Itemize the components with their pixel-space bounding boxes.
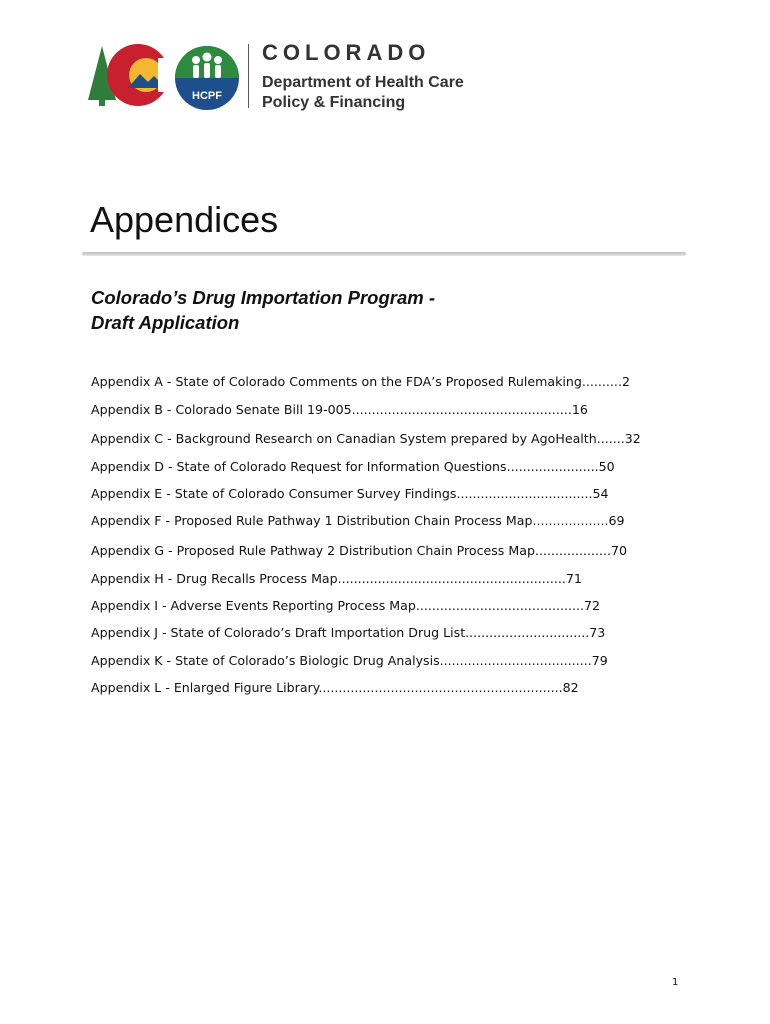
department-line1: Department of Health Care [262,74,464,91]
brand-name: COLORADO [262,40,431,65]
toc-entry-c[interactable]: Appendix C - Background Research on Canadian System prepared by AgoHealth.......32 [91,431,641,446]
page-number: 1 [672,977,679,988]
toc-entry-i[interactable]: Appendix I - Adverse Events Reporting Process Map..........................................72 [91,598,601,613]
department-line2: Policy & Financing [262,94,406,111]
subtitle-line1: Colorado’s Drug Importation Program - [91,287,435,308]
toc-entry-k[interactable]: Appendix K - State of Colorado’s Biologic Drug Analysis......................................79 [91,653,608,668]
toc-entry-d[interactable]: Appendix D - State of Colorado Request for Information Questions.......................50 [91,459,615,474]
department-name [262,73,464,113]
document-subtitle [91,285,435,335]
page-title: Appendices [90,199,279,240]
toc-entry-e[interactable]: Appendix E - State of Colorado Consumer Survey Findings..................................54 [91,486,609,501]
toc-entry-b[interactable]: Appendix B - Colorado Senate Bill 19-005.......................................................16 [91,402,588,417]
colorado-c-logo-icon [107,44,172,106]
toc-entry-l[interactable]: Appendix L - Enlarged Figure Library.............................................................82 [91,680,579,695]
subtitle-line2: Draft Application [91,312,240,333]
logo-divider [248,44,249,108]
toc-entry-h[interactable]: Appendix H - Drug Recalls Process Map.........................................................71 [91,571,582,586]
toc-entry-g[interactable]: Appendix G - Proposed Rule Pathway 2 Distribution Chain Process Map...................70 [91,543,628,558]
hcpf-badge-text: HCPF [192,90,222,102]
title-divider [82,252,686,256]
logo-text [262,40,464,113]
toc-entry-a[interactable]: Appendix A - State of Colorado Comments on the FDA’s Proposed Rulemaking..........2 [91,374,630,389]
toc-entry-j[interactable]: Appendix J - State of Colorado’s Draft Importation Drug List...............................73 [91,625,606,640]
toc-entry-f[interactable]: Appendix F - Proposed Rule Pathway 1 Distribution Chain Process Map...................69 [91,513,625,528]
